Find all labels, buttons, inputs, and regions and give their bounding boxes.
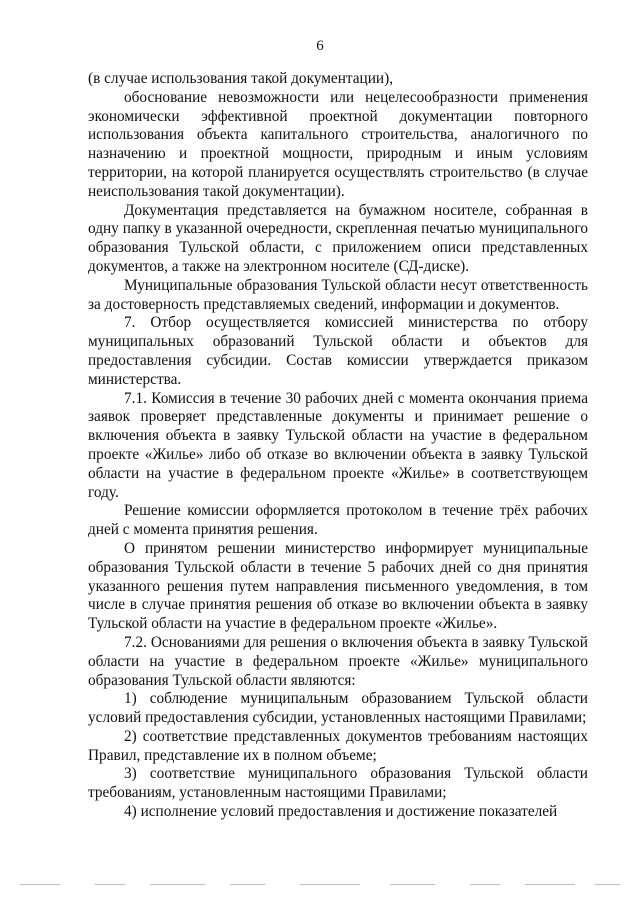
paragraph: 3) соответствие муниципального образования Тульской области требованиям, установленным настоящими Правилами; xyxy=(88,765,588,802)
document-body xyxy=(88,70,588,822)
paragraph: О принятом решении министерство информирует муниципальные образования Тульской области в течение 5 рабочих дней со дня принятия указанного решения путем направления письменного уведомления, в том числе в случае принятия решения об отказе во включении объекта в заявку Тульской области на участие в федеральном проекте «Жилье». xyxy=(88,539,588,633)
paragraph: обоснование невозможности или нецелесообразности применения экономически эффективной проектной документации повторного использования объекта капитального строительства, аналогичного по назначению и проектной мощности, природным и иным условиям территории, на которой планируется осуществлять строительство (в случае неиспользования такой документации). xyxy=(88,88,588,200)
paragraph: Муниципальные образования Тульской области несут ответственность за достоверность представляемых сведений, информации и документов. xyxy=(88,276,588,313)
page-number: 6 xyxy=(316,38,324,54)
paragraph: 1) соблюдение муниципальным образованием Тульской области условий предоставления субсидии, установленных настоящими Правилами; xyxy=(88,690,588,727)
scan-artifact-line xyxy=(0,884,640,890)
paragraph: (в случае использования такой документации), xyxy=(88,70,394,87)
paragraph: 7.2. Основаниями для решения о включения объекта в заявку Тульской области на участие в федеральном проекте «Жилье» муниципального образования Тульской области являются: xyxy=(88,633,588,689)
paragraph: 4) исполнение условий предоставления и достижение показателей xyxy=(124,803,558,821)
paragraph: 7.1. Комиссия в течение 30 рабочих дней с момента окончания приема заявок проверяет представленные документы и принимает решение о включения объекта в заявку Тульской области на участие в федеральном проекте «Жилье» либо об отказе во включении объекта в заявку Тульской области на участие в федеральном проекте «Жилье» в соответствующем году. xyxy=(88,389,588,501)
paragraph: Решение комиссии оформляется протоколом в течение трёх рабочих дней с момента принятия решения. xyxy=(88,502,588,539)
paragraph: 7. Отбор осуществляется комиссией министерства по отбору муниципальных образований Тульской области и объектов для предоставления субсидии. Состав комиссии утверждается приказом министерства. xyxy=(88,314,588,388)
paragraph: 2) соответствие представленных документов требованиям настоящих Правил, представление их в полном объеме; xyxy=(88,727,588,764)
paragraph: Документация представляется на бумажном носителе, собранная в одну папку в указанной очередности, скрепленная печатью муниципального образования Тульской области, с приложением описи представленных документов, а также на электронном носителе (СД-диске). xyxy=(88,201,588,275)
